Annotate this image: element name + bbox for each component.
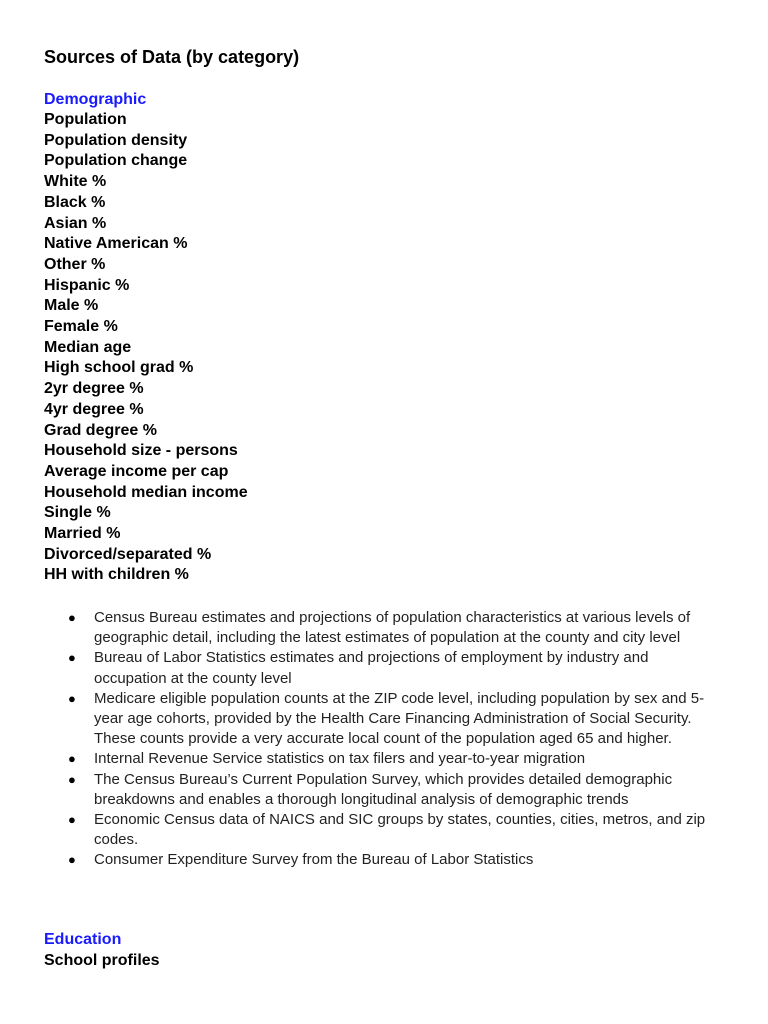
data-sources-list — [64, 608, 724, 871]
field-item: Asian % — [44, 214, 107, 232]
field-item: Population — [44, 111, 127, 128]
page-title: Sources of Data (by category) — [44, 47, 300, 67]
source-list-item — [64, 770, 724, 810]
source-list-item — [64, 850, 724, 870]
field-item: Grad degree % — [44, 421, 157, 439]
field-item: Divorced/separated % — [44, 545, 212, 563]
field-item: Population change — [44, 152, 188, 170]
field-item: Male % — [44, 297, 99, 315]
source-text: Bureau of Labor Statistics estimates and projections of employment by industry and occupation at the county level — [94, 649, 649, 687]
bullet-dot-icon: ● — [68, 852, 76, 868]
source-list-item — [64, 689, 724, 750]
source-text: Census Bureau estimates and projections of population characteristics at various levels of geographic detail, including the latest estimates of population at the county and city level — [94, 609, 691, 647]
field-item: Hispanic % — [44, 276, 130, 294]
bullet-dot-icon: ● — [68, 812, 76, 828]
field-item: Average income per cap — [44, 462, 229, 480]
field-item: Single % — [44, 504, 111, 522]
field-item: Median age — [44, 338, 132, 356]
education-field-list — [44, 951, 160, 972]
field-item: Female % — [44, 318, 118, 336]
field-item: Household median income — [44, 483, 248, 501]
source-text: Economic Census data of NAICS and SIC groups by states, counties, cities, metros, and zip codes. — [94, 811, 706, 849]
field-item: Other % — [44, 255, 106, 273]
demographic-field-list — [44, 110, 248, 586]
source-list-item — [64, 608, 724, 648]
field-item: HH with children % — [44, 566, 189, 584]
source-list-item — [64, 810, 724, 850]
source-text: Internal Revenue Service statistics on tax filers and year-to-year migration — [94, 750, 586, 768]
field-item: School profiles — [44, 952, 160, 969]
field-item: Native American % — [44, 235, 188, 253]
field-item: 4yr degree % — [44, 400, 144, 418]
bullet-dot-icon: ● — [68, 751, 76, 767]
field-item: High school grad % — [44, 359, 194, 377]
field-item: Household size - persons — [44, 442, 238, 460]
field-item: Black % — [44, 193, 106, 211]
bullet-dot-icon: ● — [68, 771, 76, 787]
bullet-dot-icon: ● — [68, 690, 76, 706]
source-text: The Census Bureau’s Current Population Survey, which provides detailed demographic breakdowns and enables a thorough longitudinal analysis of demographic trends — [94, 770, 673, 808]
source-list-item — [64, 749, 724, 769]
source-text: Consumer Expenditure Survey from the Bureau of Labor Statistics — [94, 851, 534, 869]
field-item: Married % — [44, 525, 121, 543]
field-item: 2yr degree % — [44, 380, 144, 398]
section-heading-education: Education — [44, 931, 122, 948]
bullet-dot-icon: ● — [68, 610, 76, 625]
section-heading-demographic: Demographic — [44, 91, 147, 108]
source-list-item — [64, 648, 724, 688]
bullet-dot-icon: ● — [68, 650, 76, 666]
source-text: Medicare eligible population counts at the ZIP code level, including population by sex and 5-year age cohorts, provided by the Health Care Financing Administration of Social Security. These counts provide a very accurate local count of the population aged 65 and higher. — [94, 689, 705, 748]
field-item: Population density — [44, 131, 188, 149]
field-item: White % — [44, 173, 107, 191]
